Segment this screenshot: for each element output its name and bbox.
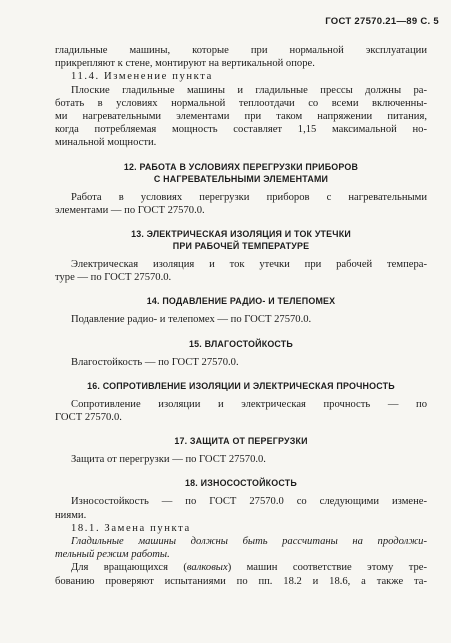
text-line: ГОСТ 27570.0. <box>55 412 122 424</box>
italic-term: валковых <box>186 562 228 574</box>
page-body <box>55 44 427 588</box>
section-12-heading-cont: С НАГРЕВАТЕЛЬНЫМИ ЭЛЕМЕНТАМИ <box>153 173 329 184</box>
text-line: бованию проверяют испытаниями по пп. 18.2 и 18.6, а также та- <box>55 575 427 587</box>
text-fragment: ) машин соответствие этому тре- <box>227 562 427 574</box>
text-line: прикрепляют к стене, монтируют на вертикальной опоре. <box>55 58 315 70</box>
text-line: Работа в условиях перегрузки приборов с нагревательными <box>71 191 427 203</box>
section-16-heading: 16. СОПРОТИВЛЕНИЕ ИЗОЛЯЦИИ И ЭЛЕКТРИЧЕСКАЯ ПРОЧНОСТЬ <box>87 380 395 391</box>
text-line <box>55 561 427 574</box>
text-line: ми нагревательными элементами при таком напряжении питания, <box>55 111 427 123</box>
text-line: Защита от перегрузки — по ГОСТ 27570.0. <box>71 454 266 466</box>
clause-11-4-heading: 11.4. Изменение пункта <box>71 71 213 83</box>
text-line: Электрическая изоляция и ток утечки при рабочей темпера- <box>71 259 427 271</box>
text-line: гладильные машины, которые при нормальной эксплуатации <box>55 45 427 56</box>
text-line: Гладильные машины должны быть рассчитаны на продолжи- <box>71 536 427 548</box>
section-15-heading: 15. ВЛАГОСТОЙКОСТЬ <box>188 338 294 349</box>
text-line: Сопротивление изоляции и электрическая прочность — по <box>71 398 427 410</box>
text-line: Плоские гладильные машины и гладильные прессы должны ра- <box>71 84 427 96</box>
text-line: тельный режим работы. <box>55 549 170 561</box>
text-line: элементами — по ГОСТ 27570.0. <box>55 204 205 216</box>
text-line: когда потребляемая мощность составляет 1,15 максимальной но- <box>55 124 427 136</box>
section-12-heading: 12. РАБОТА В УСЛОВИЯХ ПЕРЕГРУЗКИ ПРИБОРОВ <box>123 161 359 172</box>
text-line: Влагостойкость — по ГОСТ 27570.0. <box>71 356 239 368</box>
clause-18-1-heading: 18.1. Замена пункта <box>71 522 191 534</box>
text-fragment: Для вращающихся ( <box>71 562 187 574</box>
section-13-heading-cont: ПРИ РАБОЧЕЙ ТЕМПЕРАТУРЕ <box>172 241 310 252</box>
text-line: Износостойкость — по ГОСТ 27570.0 со следующими измене- <box>71 496 427 508</box>
section-13-heading: 13. ЭЛЕКТРИЧЕСКАЯ ИЗОЛЯЦИЯ И ТОК УТЕЧКИ <box>131 229 351 240</box>
section-17-heading: 17. ЗАЩИТА ОТ ПЕРЕГРУЗКИ <box>174 436 308 447</box>
text-line: туре — по ГОСТ 27570.0. <box>55 272 172 284</box>
text-line: ботать в условиях нормальной теплоотдачи со всеми включенны- <box>55 97 427 109</box>
section-18-heading: 18. ИЗНОСОСТОЙКОСТЬ <box>185 478 297 489</box>
page-header: ГОСТ 27570.21—89 С. 5 <box>325 16 439 27</box>
section-14-heading: 14. ПОДАВЛЕНИЕ РАДИО- И ТЕЛЕПОМЕХ <box>146 296 336 307</box>
text-line: минальной мощности. <box>55 137 157 149</box>
text-line: ниями. <box>55 509 87 521</box>
text-line: Подавление радио- и телепомех — по ГОСТ 27570.0. <box>71 314 312 326</box>
